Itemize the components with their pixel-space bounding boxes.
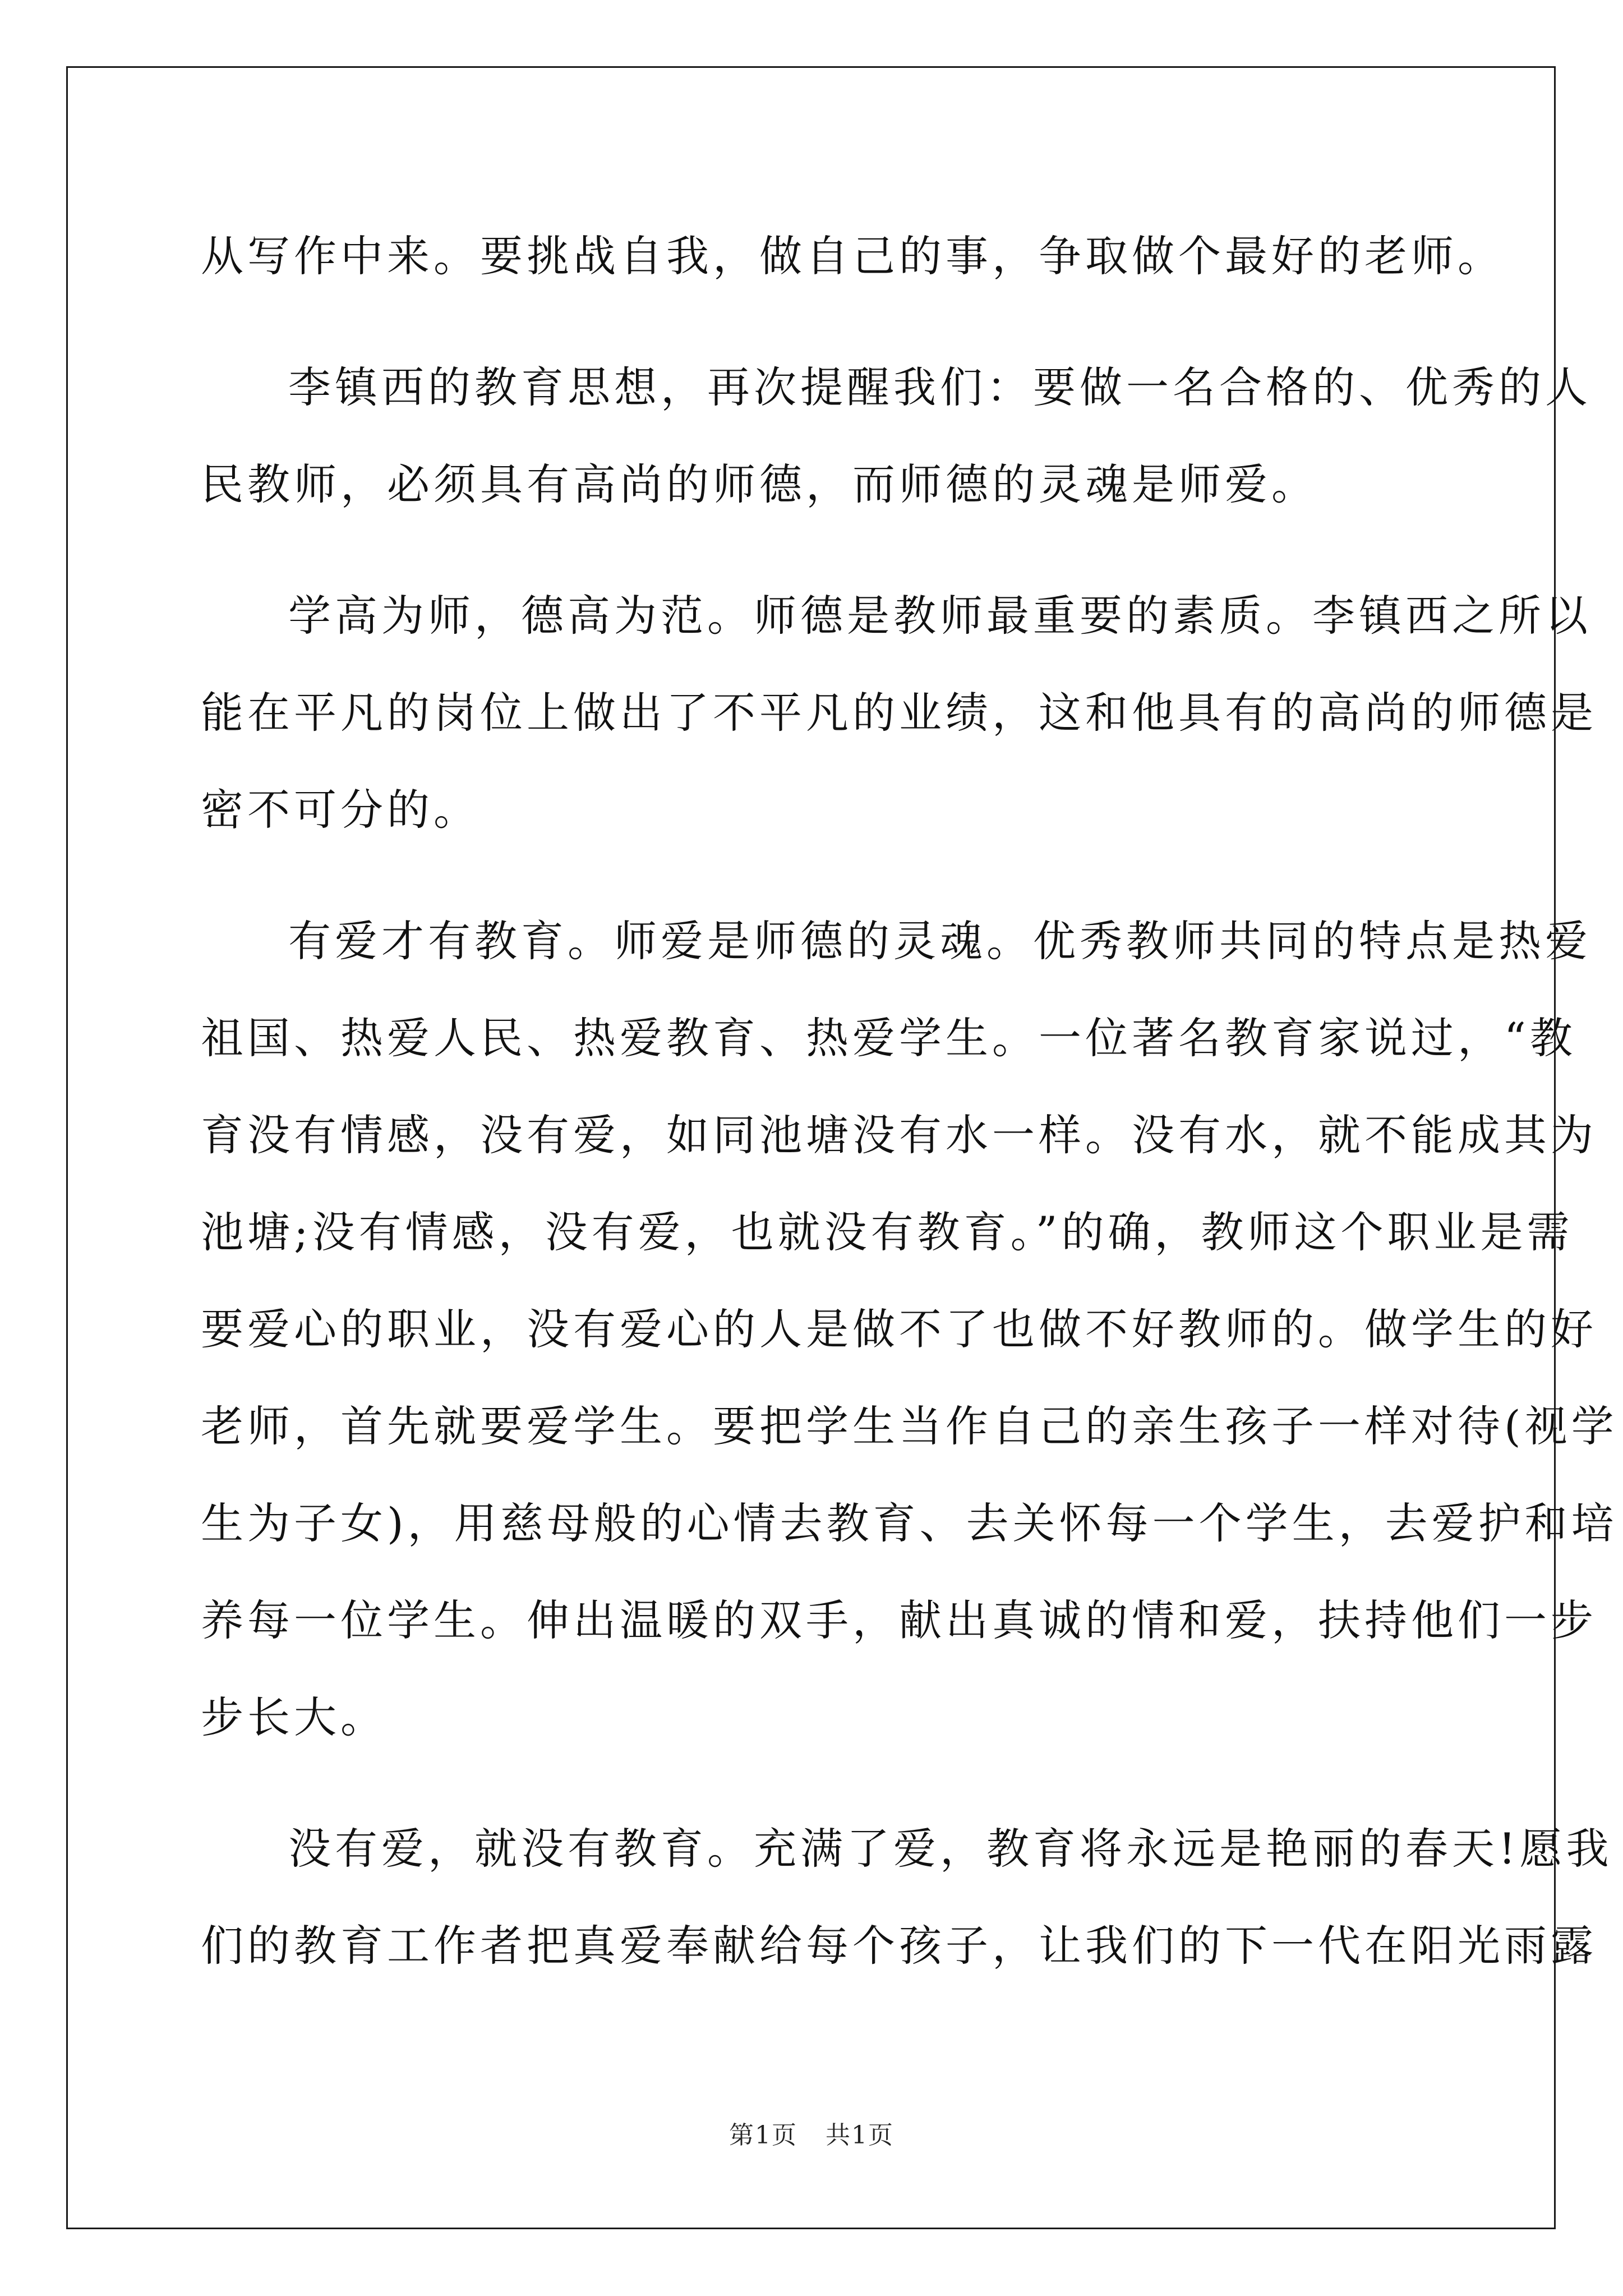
text-line: 养每一位学生。伸出温暖的双手，献出真诚的情和爱，扶持他们一步: [201, 1595, 1597, 1645]
page-footer: [0, 2115, 1623, 2151]
text-line: 民教师，必须具有高尚的师德，而师德的灵魂是师爱。: [201, 459, 1318, 509]
text-line: 祖国、热爱人民、热爱教育、热爱学生。一位著名教育家说过，“教: [201, 1013, 1576, 1063]
paragraph: [201, 567, 1597, 858]
text-line: 生为子女)，用慈母般的心情去教育、去关怀每一个学生，去爱护和培: [201, 1498, 1618, 1548]
text-line: 要爱心的职业，没有爱心的人是做不了也做不好教师的。做学生的好: [201, 1304, 1597, 1354]
text-line: 有爱才有教育。师爱是师德的灵魂。优秀教师共同的特点是热爱: [288, 916, 1592, 966]
text-line: 从写作中来。要挑战自我，做自己的事，争取做个最好的老师。: [201, 231, 1504, 281]
text-line: 池塘;没有情感，没有爱，也就没有教育。”的确，教师这个职业是需: [201, 1207, 1574, 1257]
text-line: 育没有情感，没有爱，如同池塘没有水一样。没有水，就不能成其为: [201, 1110, 1597, 1160]
paragraph: [201, 892, 1618, 1766]
text-line: 能在平凡的岗位上做出了不平凡的业绩，这和他具有的高尚的师德是: [201, 688, 1597, 738]
text-line: 李镇西的教育思想，再次提醒我们：要做一名合格的、优秀的人: [288, 362, 1592, 412]
paragraph: [201, 339, 1592, 533]
paragraph: [201, 208, 1504, 305]
text-line: 学高为师，德高为范。师德是教师最重要的素质。李镇西之所以: [288, 591, 1592, 641]
page-total: 共1页: [826, 2121, 894, 2150]
text-line: 们的教育工作者把真爱奉献给每个孩子，让我们的下一代在阳光雨露: [201, 1921, 1597, 1971]
page-number: 第1页: [729, 2121, 797, 2150]
document-body: [201, 208, 1618, 2028]
text-line: 老师，首先就要爱学生。要把学生当作自己的亲生孩子一样对待(视学: [201, 1401, 1618, 1451]
text-line: 没有爱，就没有教育。充满了爱，教育将永远是艳丽的春天!愿我: [288, 1824, 1613, 1874]
paragraph: [201, 1800, 1613, 1994]
text-line: 步长大。: [201, 1692, 387, 1742]
text-line: 密不可分的。: [201, 785, 480, 835]
